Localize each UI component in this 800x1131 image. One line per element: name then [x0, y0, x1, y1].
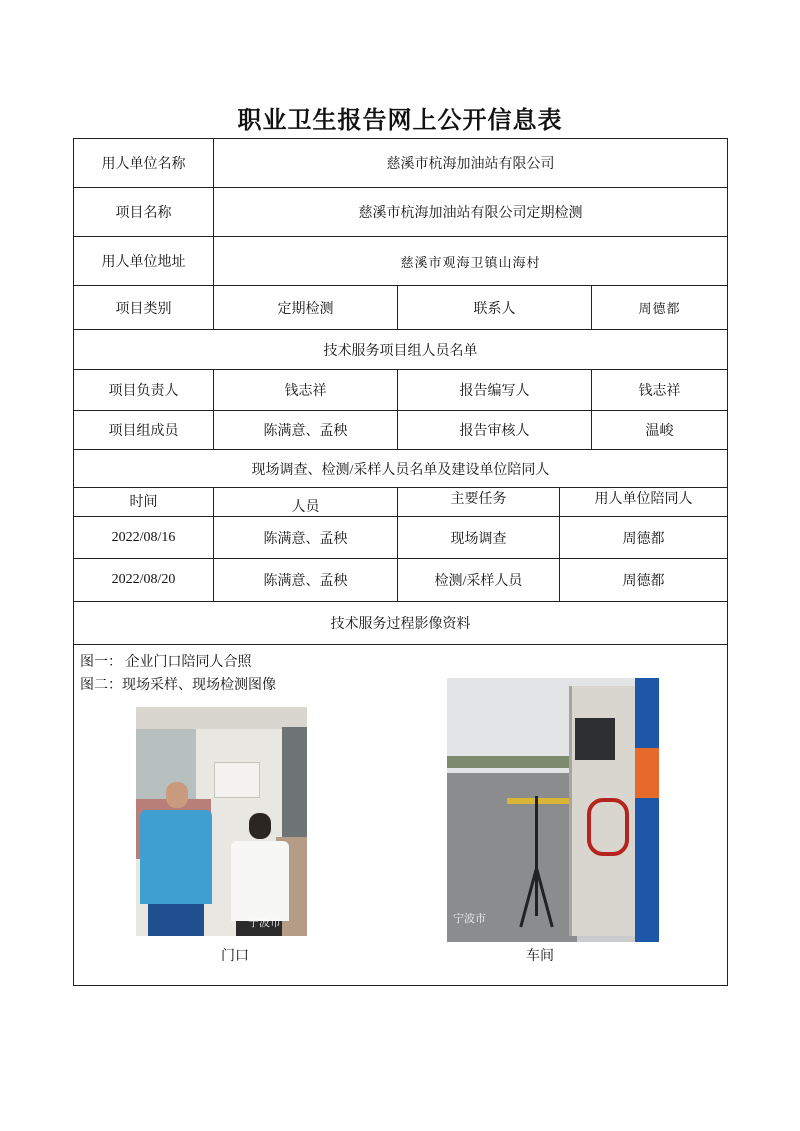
employer-name-value: 慈溪市杭海加油站有限公司 — [386, 157, 555, 172]
images-heading: 技术服务过程影像资料 — [330, 617, 471, 632]
project-type-value: 定期检测 — [277, 301, 334, 317]
record-staff: 陈满意、孟秧 — [263, 574, 348, 589]
watermark: 宁波市 — [453, 912, 486, 925]
record-date: 2022/08/20 — [111, 572, 176, 587]
project-name-label: 项目名称 — [115, 206, 172, 221]
page-title: 职业卫生报告网上公开信息表 — [237, 108, 563, 134]
photo2-caption: 车间 — [526, 949, 554, 964]
reviewer-label: 报告审核人 — [459, 424, 530, 439]
members-value: 陈满意、孟秧 — [263, 424, 348, 439]
entrance-photo — [136, 707, 307, 936]
project-name-value: 慈溪市杭海加油站有限公司定期检测 — [358, 206, 583, 221]
record-date: 2022/08/16 — [111, 529, 176, 545]
employer-name-label: 用人单位名称 — [101, 157, 186, 172]
info-table — [73, 138, 728, 986]
survey-heading: 现场调查、检测/采样人员名单及建设单位陪同人 — [251, 462, 550, 478]
leader-label: 项目负责人 — [108, 384, 179, 399]
record-task: 检测/采样人员 — [434, 574, 523, 589]
team-heading: 技术服务项目组人员名单 — [323, 343, 478, 359]
photo1-caption: 门口 — [221, 949, 249, 964]
writer-value: 钱志祥 — [638, 384, 681, 399]
employer-address-value: 慈溪市观海卫镇山海村 — [400, 254, 541, 270]
figure2-caption: 图二：现场采样、现场检测图像 — [80, 678, 276, 693]
employer-address-label: 用人单位地址 — [101, 255, 186, 270]
record-escort: 周德都 — [622, 574, 665, 589]
writer-label: 报告编写人 — [459, 384, 530, 399]
project-type-label: 项目类别 — [115, 301, 172, 317]
col-header-task: 主要任务 — [450, 492, 507, 507]
leader-value: 钱志祥 — [284, 384, 327, 399]
record-task: 现场调查 — [450, 531, 507, 547]
reviewer-value: 温峻 — [645, 424, 674, 439]
figure1-caption: 图一： 企业门口陪同人合照 — [80, 655, 252, 670]
members-label: 项目组成员 — [108, 424, 179, 439]
col-header-staff: 人员 — [291, 500, 320, 515]
col-header-escort: 用人单位陪同人 — [594, 492, 693, 507]
col-header-time: 时间 — [129, 495, 158, 510]
contact-label: 联系人 — [473, 301, 516, 317]
contact-value: 周德都 — [638, 301, 681, 316]
record-staff: 陈满意、孟秧 — [263, 531, 348, 547]
workshop-photo — [447, 678, 659, 942]
record-escort: 周德都 — [622, 531, 665, 547]
watermark: 宁波市 — [248, 916, 281, 929]
